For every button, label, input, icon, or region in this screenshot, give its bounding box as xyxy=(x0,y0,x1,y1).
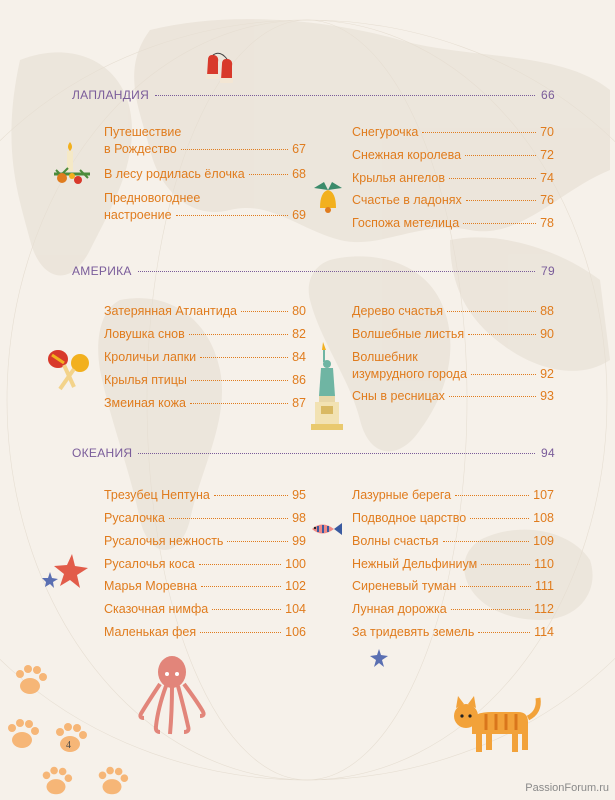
leader-dots xyxy=(471,374,536,375)
leader-dots xyxy=(451,609,530,610)
toc-entry[interactable] xyxy=(352,147,554,164)
toc-entry[interactable] xyxy=(104,578,306,595)
entry-title: Снегурочка xyxy=(352,125,419,139)
leader-dots xyxy=(200,632,281,633)
leader-dots xyxy=(199,564,281,565)
entry-page: 78 xyxy=(540,216,554,230)
entry-page: 87 xyxy=(292,396,306,410)
leader-dots xyxy=(181,149,288,150)
entry-page: 68 xyxy=(292,167,306,181)
entry-title: Русалочья коса xyxy=(104,557,195,571)
entry-title: Кроличьи лапки xyxy=(104,350,197,364)
entry-page: 110 xyxy=(534,557,554,571)
entry-page: 107 xyxy=(533,488,554,502)
octopus-icon xyxy=(138,652,208,738)
leader-dots xyxy=(241,311,288,312)
entry-title-line1: Предновогоднее xyxy=(104,191,201,205)
entry-page: 76 xyxy=(540,193,554,207)
leader-dots xyxy=(463,223,536,224)
page-number: 4 xyxy=(66,740,71,751)
maracas-icon xyxy=(44,345,96,395)
section-title: ЛАПЛАНДИЯ xyxy=(72,88,150,102)
leader-dots xyxy=(468,334,536,335)
toc-entry[interactable] xyxy=(104,166,306,183)
entry-page: 70 xyxy=(540,125,554,139)
toc-entry[interactable] xyxy=(352,578,554,595)
starfish-icon xyxy=(369,648,389,668)
section-page: 94 xyxy=(541,446,555,460)
leader-dots xyxy=(447,311,536,312)
leader-dots xyxy=(470,518,529,519)
toc-entry[interactable] xyxy=(104,601,306,618)
entry-title: Лунная дорожка xyxy=(352,602,447,616)
toc-entry[interactable] xyxy=(352,215,554,232)
toc-entry[interactable] xyxy=(104,533,306,550)
leader-dots xyxy=(155,95,535,96)
entry-title: Змеиная кожа xyxy=(104,396,186,410)
entry-page: 92 xyxy=(540,367,554,381)
leader-dots xyxy=(189,334,288,335)
toc-entry[interactable] xyxy=(352,556,554,573)
toc-entry[interactable] xyxy=(104,395,306,412)
entry-page: 90 xyxy=(540,327,554,341)
entry-title: Затерянная Атлантида xyxy=(104,304,237,318)
leader-dots xyxy=(138,453,535,454)
toc-entry[interactable] xyxy=(352,349,554,383)
leader-dots xyxy=(465,155,536,156)
entry-page: 98 xyxy=(292,511,306,525)
toc-entry[interactable] xyxy=(352,388,554,405)
entry-title-line2: настроение xyxy=(104,208,172,222)
section-page: 66 xyxy=(541,88,555,102)
toc-entry[interactable] xyxy=(352,510,554,527)
entry-page: 114 xyxy=(534,625,554,639)
entry-page: 108 xyxy=(533,511,554,525)
leader-dots xyxy=(214,495,288,496)
entry-page: 95 xyxy=(292,488,306,502)
paw-print-icon xyxy=(2,714,42,754)
watermark: PassionForum.ru xyxy=(525,782,609,794)
toc-entry[interactable] xyxy=(104,487,306,504)
mittens-icon xyxy=(203,52,237,88)
leader-dots xyxy=(191,380,288,381)
toc-entry[interactable] xyxy=(352,601,554,618)
toc-entry[interactable] xyxy=(352,326,554,343)
entry-page: 93 xyxy=(540,389,554,403)
leader-dots xyxy=(138,271,535,272)
entry-page: 111 xyxy=(534,579,554,593)
entry-page: 67 xyxy=(292,142,306,156)
leader-dots xyxy=(449,178,536,179)
entry-page: 102 xyxy=(285,579,306,593)
toc-entry[interactable] xyxy=(352,170,554,187)
entry-title: За тридевять земель xyxy=(352,625,475,639)
entry-page: 104 xyxy=(285,602,306,616)
entry-page: 99 xyxy=(292,534,306,548)
leader-dots xyxy=(227,541,288,542)
entry-title: Счастье в ладонях xyxy=(352,193,462,207)
entry-page: 100 xyxy=(285,557,306,571)
entry-title-line1: Путешествие xyxy=(104,125,182,139)
entry-page: 84 xyxy=(292,350,306,364)
entry-title: Волшебные листья xyxy=(352,327,465,341)
entry-title: Подводное царство xyxy=(352,511,467,525)
section-title: АМЕРИКА xyxy=(72,264,132,278)
toc-entry[interactable] xyxy=(104,372,306,389)
entry-title: Трезубец Нептуна xyxy=(104,488,210,502)
entry-title: Сиреневый туман xyxy=(352,579,457,593)
leader-dots xyxy=(481,564,530,565)
section-title: ОКЕАНИЯ xyxy=(72,446,133,460)
entry-title: Госпожа метелица xyxy=(352,216,460,230)
section-heading-america[interactable] xyxy=(72,264,555,282)
leader-dots xyxy=(249,174,288,175)
leader-dots xyxy=(201,586,281,587)
entry-page: 74 xyxy=(540,171,554,185)
entry-page: 82 xyxy=(292,327,306,341)
toc-entry[interactable] xyxy=(352,303,554,320)
leader-dots xyxy=(212,609,281,610)
entry-title: Снежная королева xyxy=(352,148,462,162)
entry-page: 80 xyxy=(292,304,306,318)
entry-title: Маленькая фея xyxy=(104,625,197,639)
entry-title: В лесу родилась ёлочка xyxy=(104,167,245,181)
leader-dots xyxy=(443,541,530,542)
entry-title: Дерево счастья xyxy=(352,304,444,318)
statue-of-liberty-icon xyxy=(307,342,347,434)
toc-entry[interactable] xyxy=(104,190,306,224)
entry-page: 86 xyxy=(292,373,306,387)
leader-dots xyxy=(422,132,536,133)
toc-entry[interactable] xyxy=(104,624,306,641)
paw-print-icon xyxy=(36,762,76,800)
toc-entry[interactable] xyxy=(352,624,554,641)
leader-dots xyxy=(478,632,530,633)
entry-page: 88 xyxy=(540,304,554,318)
toc-entry[interactable] xyxy=(104,510,306,527)
toc-entry[interactable] xyxy=(352,487,554,504)
leader-dots xyxy=(200,357,288,358)
leader-dots xyxy=(190,403,288,404)
starfish-icon xyxy=(40,552,92,592)
toc-entry[interactable] xyxy=(352,124,554,141)
entry-title: Ловушка снов xyxy=(104,327,185,341)
paw-print-icon xyxy=(92,762,132,800)
leader-dots xyxy=(176,215,289,216)
section-page: 79 xyxy=(541,264,555,278)
toc-entry[interactable] xyxy=(104,326,306,343)
toc-entry[interactable] xyxy=(104,124,306,158)
leader-dots xyxy=(466,200,536,201)
cat-icon xyxy=(452,690,544,760)
entry-title-line2: изумрудного города xyxy=(352,367,467,381)
toc-entry[interactable] xyxy=(104,349,306,366)
entry-page: 112 xyxy=(534,602,554,616)
paw-print-icon xyxy=(50,718,90,758)
section-heading-oceania[interactable] xyxy=(72,446,555,464)
entry-page: 109 xyxy=(533,534,554,548)
leader-dots xyxy=(449,396,536,397)
entry-page: 106 xyxy=(285,625,306,639)
leader-dots xyxy=(460,586,531,587)
entry-title: Русалочья нежность xyxy=(104,534,224,548)
candle-icon xyxy=(50,140,94,190)
toc-entry[interactable] xyxy=(352,533,554,550)
toc-entry[interactable] xyxy=(352,192,554,209)
entry-title-line2: в Рождество xyxy=(104,142,177,156)
entry-title: Нежный Дельфиниум xyxy=(352,557,478,571)
entry-title-line1: Волшебник xyxy=(352,350,418,364)
entry-title: Крылья ангелов xyxy=(352,171,445,185)
toc-entry[interactable] xyxy=(104,556,306,573)
entry-title: Сны в ресницах xyxy=(352,389,445,403)
entry-title: Марья Моревна xyxy=(104,579,198,593)
entry-page: 72 xyxy=(540,148,554,162)
leader-dots xyxy=(169,518,288,519)
fish-icon xyxy=(308,518,344,540)
entry-title: Русалочка xyxy=(104,511,165,525)
entry-title: Волны счастья xyxy=(352,534,439,548)
leader-dots xyxy=(455,495,529,496)
entry-title: Сказочная нимфа xyxy=(104,602,209,616)
section-heading-lapland[interactable] xyxy=(72,88,555,106)
paw-print-icon xyxy=(10,660,50,700)
entry-page: 69 xyxy=(292,208,306,222)
entry-title: Лазурные берега xyxy=(352,488,452,502)
toc-entry[interactable] xyxy=(104,303,306,320)
entry-title: Крылья птицы xyxy=(104,373,187,387)
bell-icon xyxy=(308,178,348,216)
